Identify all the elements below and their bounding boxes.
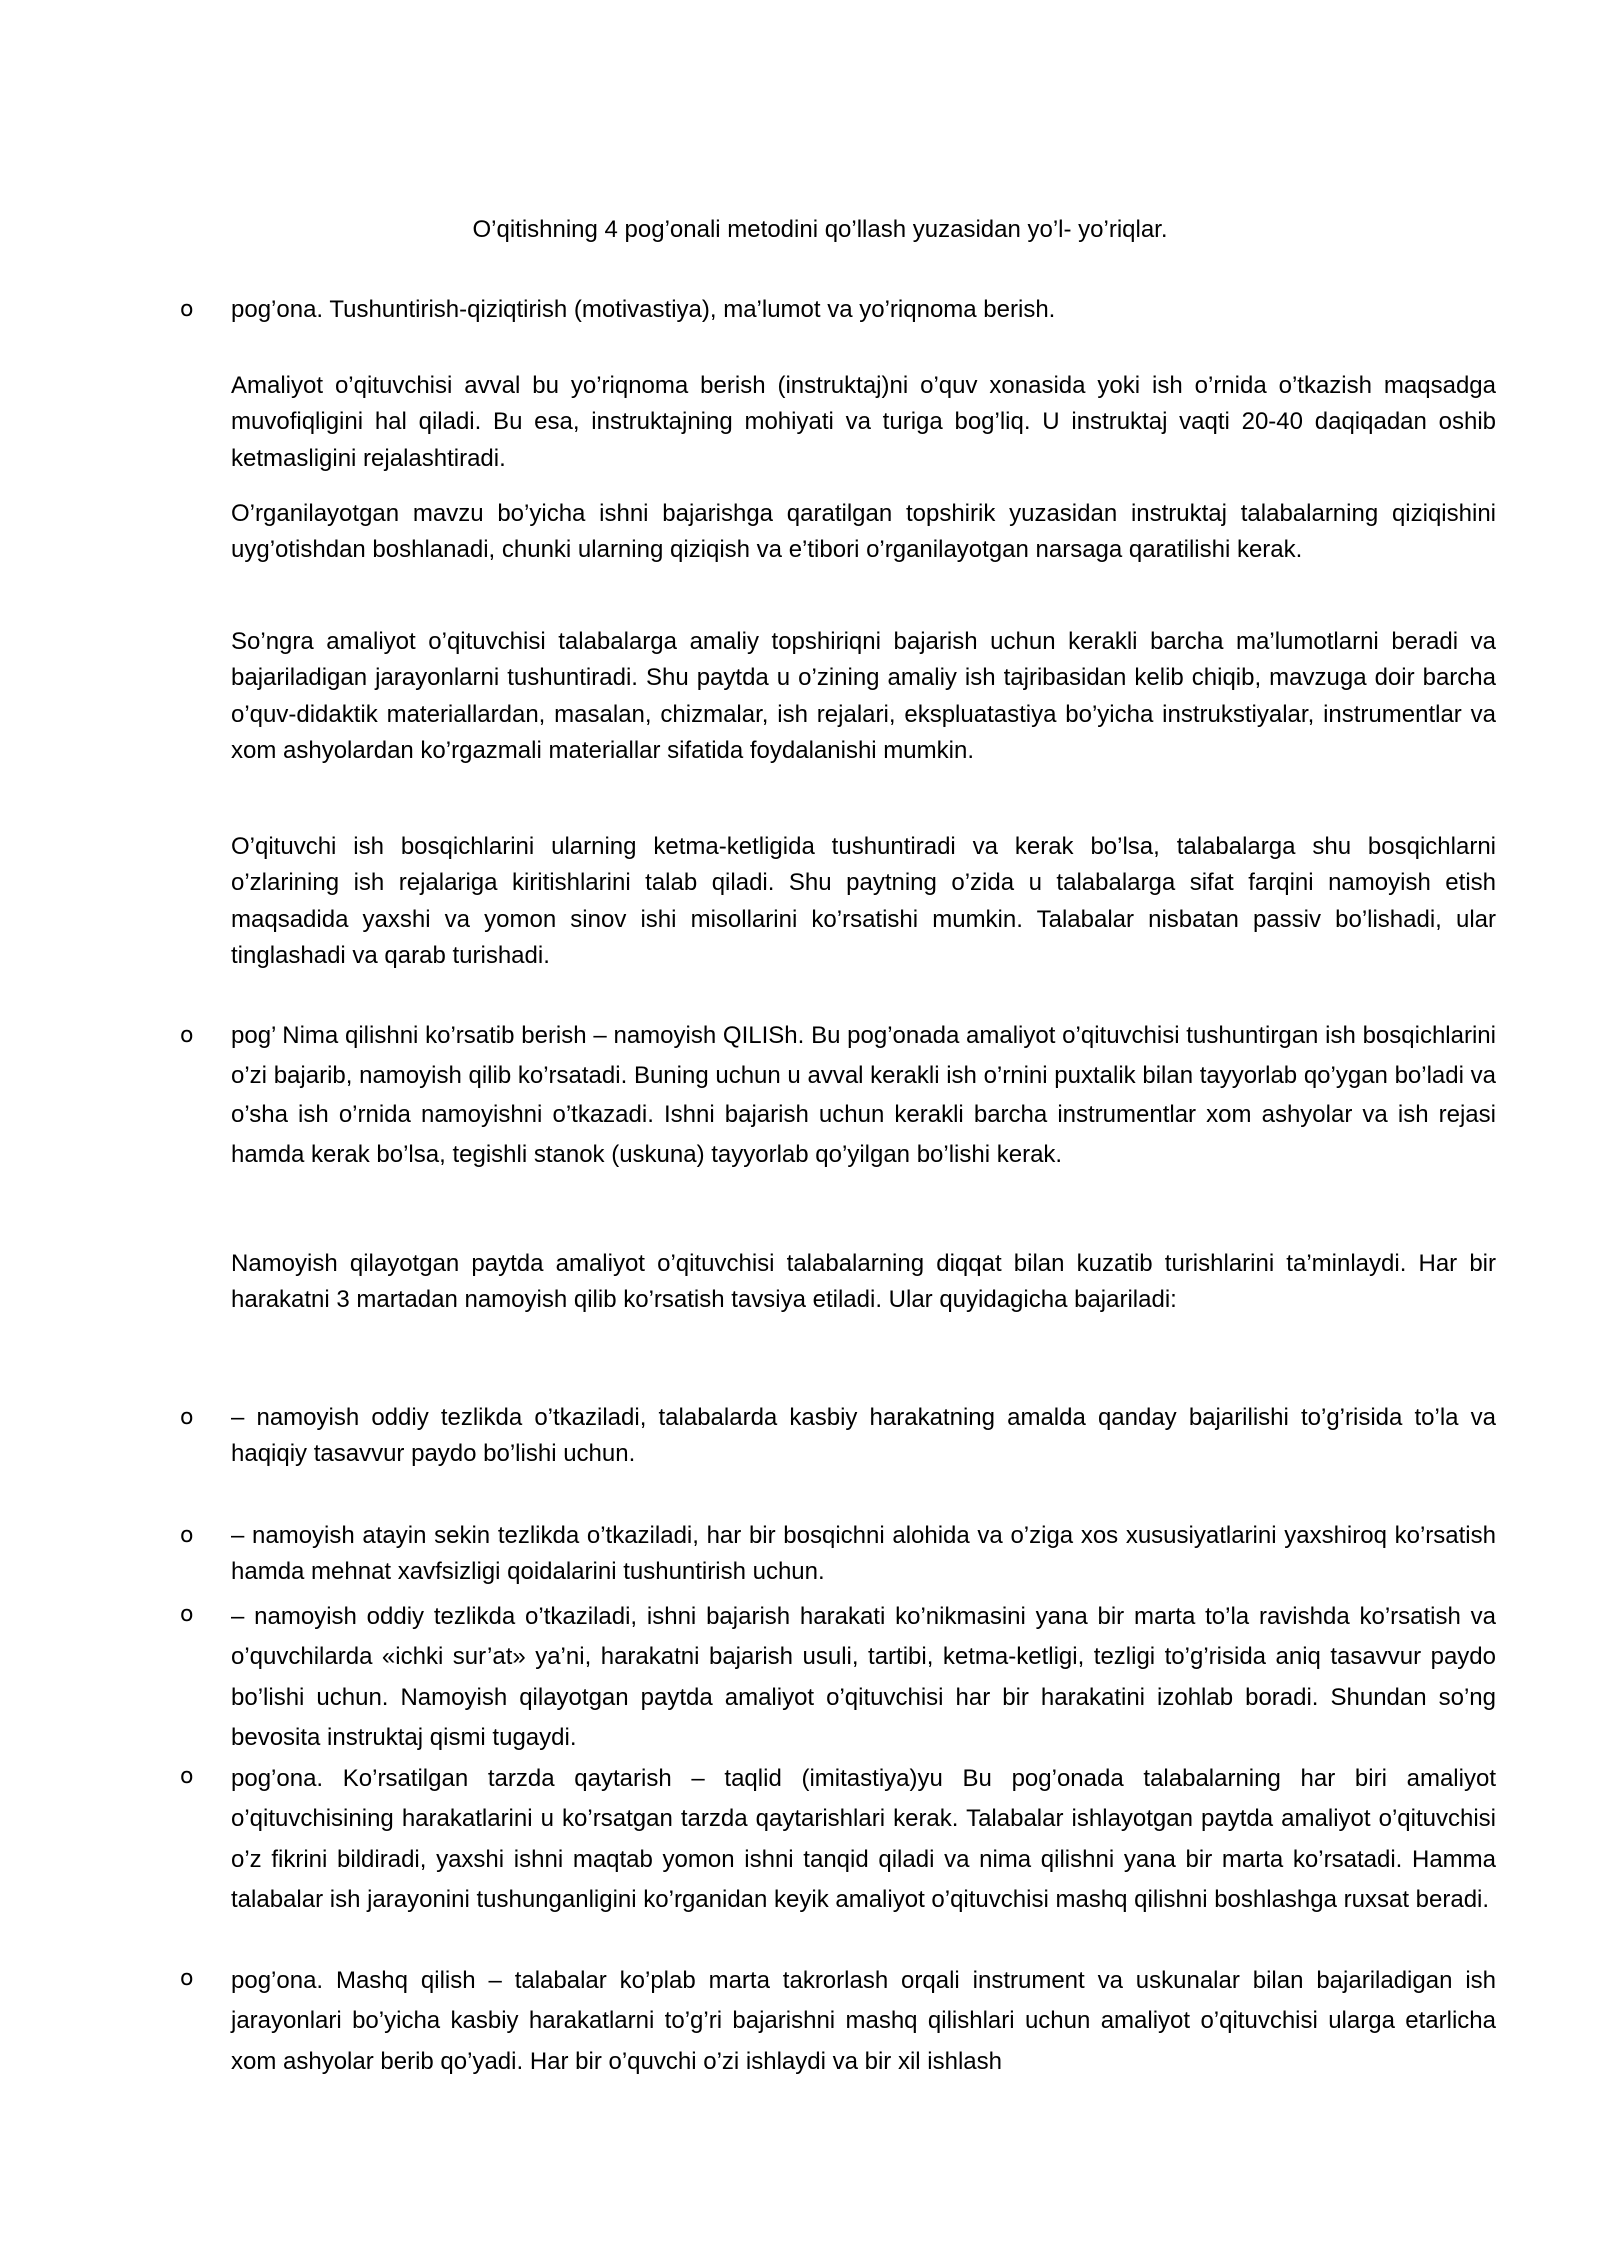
step1-paragraph-2: O’rganilayotgan mavzu bo’yicha ishni bajarishga qaratilgan topshirik yuzasidan instruktaj talabalarning qiziqishini uyg’otishdan boshlanadi, chunki ularning qiziqish va e’tibori o’rganilayotgan narsaga qaratilishi kerak.: [231, 500, 1496, 564]
bullet-marker: o: [180, 1602, 194, 1627]
demo-item-1: – namoyish oddiy tezlikda o’tkaziladi, talabalarda kasbiy harakatning amalda qanday bajarilishi to’g’risida to’la va haqiqiy tasavvur paydo bo’lishi uchun.: [231, 1404, 1496, 1468]
step1-paragraph-1: Amaliyot o’qituvchisi avval bu yo’riqnoma berish (instruktaj)ni o’quv xonasida yoki ish o’rnida o’tkazish maqsadga muvofiqligini hal qiladi. Bu esa, instruktajning mohiyati va turiga bog’liq. U instruktaj vaqti 20-40 daqiqadan oshib ketmasligini rejalashtiradi.: [231, 372, 1496, 472]
bullet-marker: o: [180, 1966, 194, 1991]
bullet-marker: o: [180, 1405, 194, 1430]
bullet-marker: o: [180, 1023, 194, 1048]
bullet-marker: o: [180, 1764, 194, 1789]
step1-heading: pog’ona. Tushuntirish-qiziqtirish (motivastiya), ma’lumot va yo’riqnoma berish.: [231, 296, 1056, 323]
step1-paragraph-3: So’ngra amaliyot o’qituvchisi talabalarga amaliy topshiriqni bajarish uchun kerakli barcha ma’lumotlarni beradi va bajariladigan jarayonlarni tushuntiradi. Shu paytda u o’zining amaliy ish tajribasidan kelib chiqib, mavzuga doir barcha o’quv-didaktik materiallardan, masalan, chizmalar, ish rejalari, ekspluatastiya bo’yicha instrukstiyalar, instrumentlar va xom ashyolardan ko’rgazmali materiallar sifatida foydalanishi mumkin.: [231, 628, 1496, 765]
step4-text: pog’ona. Mashq qilish – talabalar ko’plab marta takrorlash orqali instrument va uskunalar bilan bajariladigan ish jarayonlari bo’yicha kasbiy harakatlarni to’g’ri bajarishni mashq qilishlari uchun amaliyot o’qituvchisi ularga etarlicha xom ashyolar berib qo’yadi. Har bir o’quvchi o’zi ishlaydi va bir xil ishlash: [231, 1967, 1496, 2075]
bullet-marker: o: [180, 297, 194, 322]
demo-item-2: – namoyish atayin sekin tezlikda o’tkaziladi, har bir bosqichni alohida va o’ziga xos xususiyatlarini yaxshiroq ko’rsatish hamda mehnat xavfsizligi qoidalarini tushuntirish uchun.: [231, 1522, 1496, 1586]
bullet-marker: o: [180, 1523, 194, 1548]
step1-paragraph-4: O’qituvchi ish bosqichlarini ularning ketma-ketligida tushuntiradi va kerak bo’lsa, talabalarga shu bosqichlarni o’zlarining ish rejalariga kiritishlarini talab qiladi. Shu paytning o’zida u talabalarga sifat farqini namoyish etish maqsadida yaxshi va yomon sinov ishi misollarini ko’rsatishi mumkin. Talabalar nisbatan passiv bo’lishadi, ular tinglashadi va qarab turishadi.: [231, 833, 1496, 970]
step3-text: pog’ona. Ko’rsatilgan tarzda qaytarish – taqlid (imitastiya)yu Bu pog’onada talabalarning har biri amaliyot o’qituvchisining harakatlarini u ko’rsatgan tarzda qaytarishlari kerak. Talabalar ishlayotgan paytda amaliyot o’qituvchisi o’z fikrini bildiradi, yaxshi ishni maqtab yomon ishni tanqid qiladi va nima qilishni yana bir marta ko’rsatadi. Hamma talabalar ish jarayonini tushunganligini ko’rganidan keyik amaliyot o’qituvchisi mashq qilishni boshlashga ruxsat beradi.: [231, 1765, 1496, 1913]
demo-item-3: – namoyish oddiy tezlikda o’tkaziladi, ishni bajarish harakati ko’nikmasini yana bir marta to’la ravishda ko’rsatish va o’quvchilarda «ichki sur’at» ya’ni, harakatni bajarish usuli, tartibi, ketma-ketligi, tezligi to’g’risida aniq tasavvur paydo bo’lishi uchun. Namoyish qilayotgan paytda amaliyot o’qituvchisi har bir harakatini izohlab boradi. Shundan so’ng bevosita instruktaj qismi tugaydi.: [231, 1603, 1496, 1751]
document-title: O’qitishning 4 pog’onali metodini qo’llash yuzasidan yo’l- yo’riqlar.: [472, 216, 1168, 243]
step2-paragraph: Namoyish qilayotgan paytda amaliyot o’qituvchisi talabalarning diqqat bilan kuzatib turishlarini ta’minlaydi. Har bir harakatni 3 martadan namoyish qilib ko’rsatish tavsiya etiladi. Ular quyidagicha bajariladi:: [231, 1250, 1496, 1314]
step2-text: pog’ Nima qilishni ko’rsatib berish – namoyish QILISh. Bu pog’onada amaliyot o’qituvchisi tushuntirgan ish bosqichlarini o’zi bajarib, namoyish qilib ko’rsatadi. Buning uchun u avval kerakli ish o’rnini puxtalik bilan tayyorlab qo’ygan bo’ladi va o’sha ish o’rnida namoyishni o’tkazadi. Ishni bajarish uchun kerakli barcha instrumentlar xom ashyolar va ish rejasi hamda kerak bo’lsa, tegishli stanok (uskuna) tayyorlab qo’yilgan bo’lishi kerak.: [231, 1022, 1496, 1168]
